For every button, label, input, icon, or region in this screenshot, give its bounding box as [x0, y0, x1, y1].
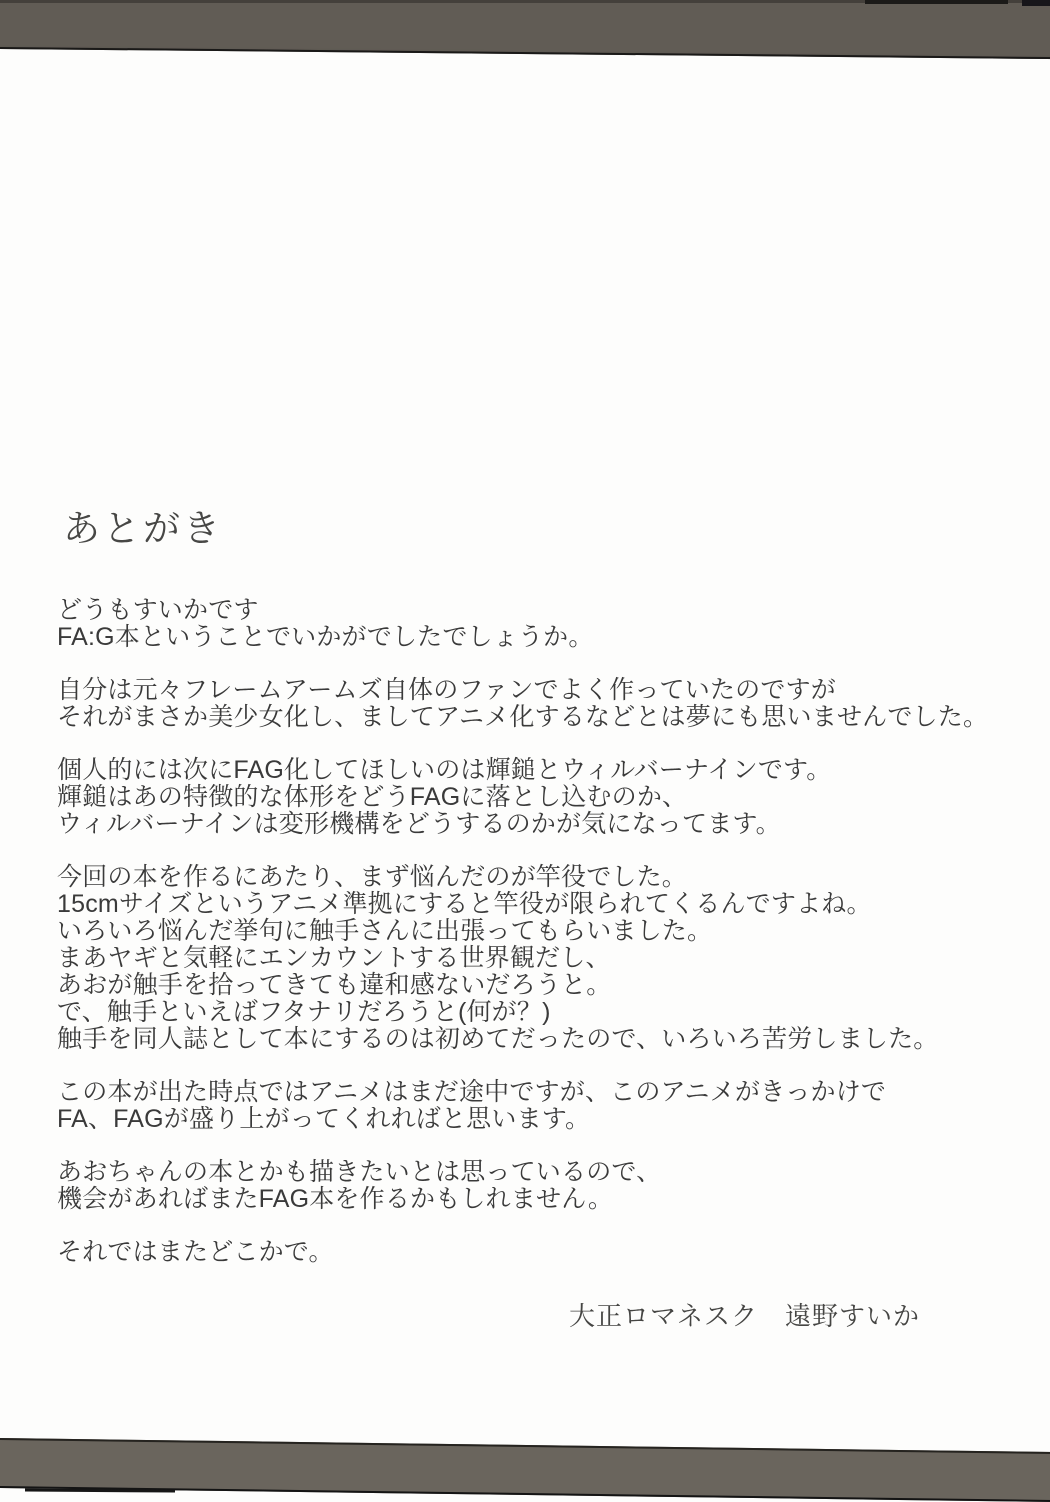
scan-artifact-top-bar	[0, 0, 1050, 59]
text-line: 15cmサイズというアニメ準拠にすると竿役が限られてくるんですよね。	[57, 890, 872, 918]
paragraph	[57, 677, 1017, 731]
text-line: で、触手といえばフタナリだろうと(何が？)	[57, 998, 551, 1026]
text-line: 機会があればまたFAG本を作るかもしれません。	[57, 1185, 614, 1213]
text-line: FA:G本ということでいかがでしたでしょうか。	[57, 623, 594, 651]
text-line: 今回の本を作るにあたり、まず悩んだのが竿役でした。	[57, 863, 688, 891]
text-line: あおちゃんの本とかも描きたいとは思っているので、	[57, 1158, 662, 1186]
text-line: どうもすいかです	[57, 596, 259, 624]
text-line: 触手を同人誌として本にするのは初めてだったので、いろいろ苦労しました。	[57, 1025, 939, 1053]
text-line: まあヤギと気軽にエンカウントする世界観だし、	[57, 944, 611, 972]
text-line: それではまたどこかで。	[57, 1238, 334, 1266]
paragraph	[57, 864, 1017, 1053]
text-line: あおが触手を拾ってきても違和感ないだろうと。	[57, 971, 612, 999]
paragraph	[57, 757, 1017, 838]
text-line: いろいろ悩んだ挙句に触手さんに出張ってもらいました。	[57, 917, 713, 945]
text-line: ウィルバーナインは変形機構をどうするのかが気になってます。	[57, 810, 781, 838]
text-line: 輝鎚はあの特徴的な体形をどうFAGに落とし込むのか、	[57, 783, 688, 811]
text-line: 自分は元々フレームアームズ自体のファンでよく作っていたのですが	[57, 676, 836, 704]
paragraph	[57, 1159, 1017, 1213]
text-line: この本が出た時点ではアニメはまだ途中ですが、このアニメがきっかけで	[57, 1078, 887, 1106]
scan-artifact-top-edge-strip	[865, 0, 1008, 4]
paragraph	[57, 597, 1017, 651]
page-title: あとがき	[63, 508, 223, 549]
scan-artifact-top-corner-strip	[1022, 0, 1050, 6]
text-line: FA、FAGが盛り上がってくれればと思います。	[57, 1105, 591, 1133]
author-signature: 大正ロマネスク 遠野すいか	[568, 1301, 920, 1331]
text-line: 個人的には次にFAG化してほしいのは輝鎚とウィルバーナインです。	[57, 756, 832, 784]
paragraph	[57, 1239, 1017, 1266]
paragraph	[57, 1079, 1017, 1133]
afterword-body	[57, 597, 1017, 1292]
text-line: それがまさか美少女化し、ましてアニメ化するなどとは夢にも思いませんでした。	[57, 703, 989, 731]
